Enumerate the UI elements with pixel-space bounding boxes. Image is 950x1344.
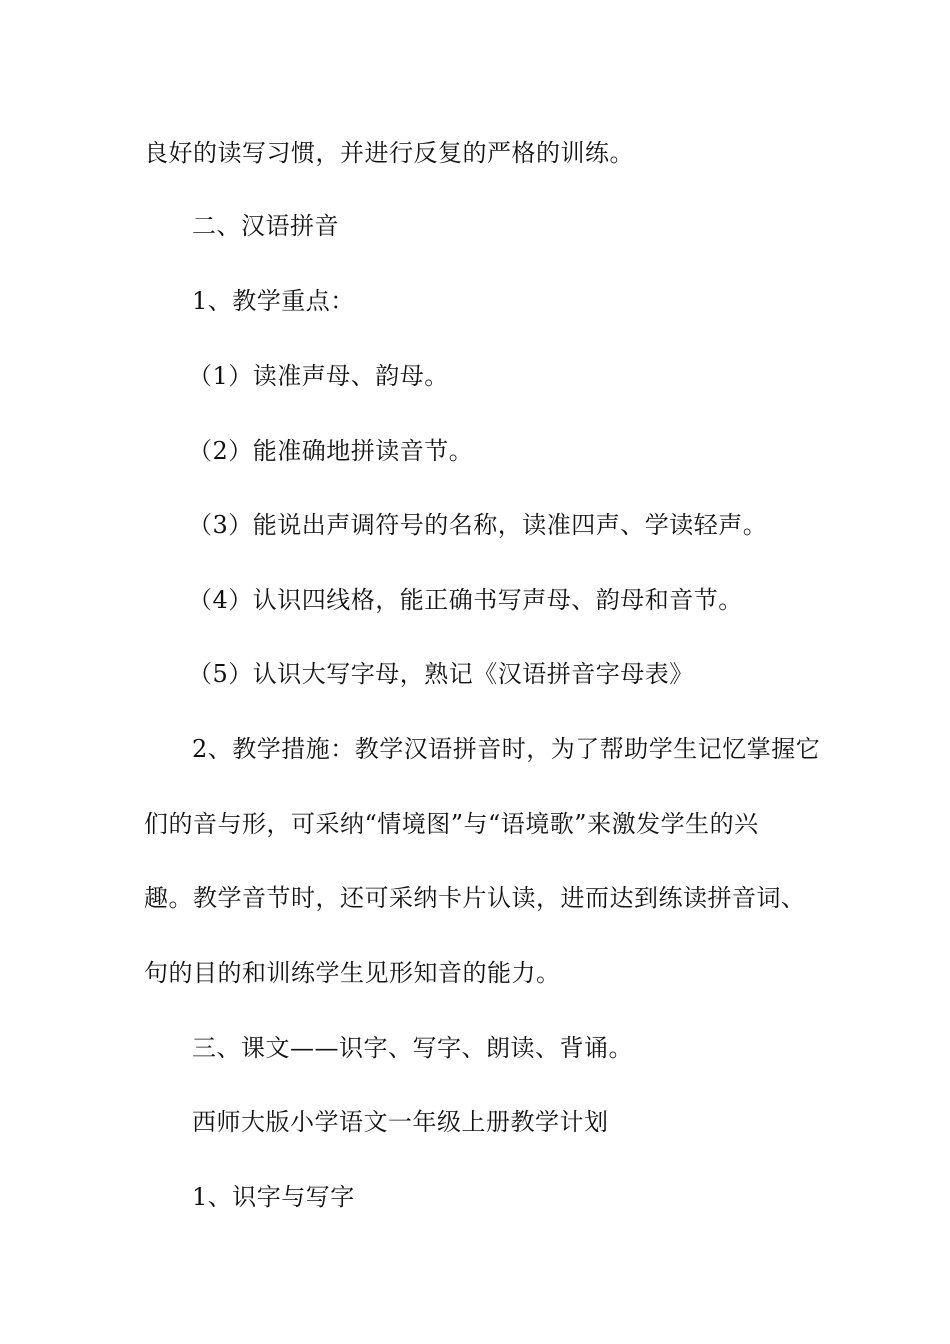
section-heading-texts: 三、课文——识字、写字、朗读、背诵。 bbox=[192, 1034, 633, 1062]
subheading-teaching-focus: 1、教学重点： bbox=[192, 287, 355, 315]
list-item-2: （2）能准确地拼读音节。 bbox=[188, 437, 474, 465]
list-item-5: （5）认识大写字母，熟记《汉语拼音字母表》 bbox=[188, 660, 694, 688]
section-heading-pinyin: 二、汉语拼音 bbox=[192, 212, 339, 240]
plan-title: 西师大版小学语文一年级上册教学计划 bbox=[192, 1108, 609, 1136]
list-item-4: （4）认识四线格，能正确书写声母、韵母和音节。 bbox=[188, 586, 743, 614]
teaching-measures-line-1: 2、教学措施：教学汉语拼音时，为了帮助学生记忆掌握它 bbox=[192, 735, 821, 763]
subheading-literacy-writing: 1、识字与写字 bbox=[192, 1183, 355, 1211]
teaching-measures-line-3: 趣。教学音节时，还可采纳卡片认读，进而达到练读拼音词、 bbox=[144, 884, 806, 912]
list-item-3: （3）能说出声调符号的名称，读准四声、学读轻声。 bbox=[188, 511, 768, 539]
teaching-measures-line-4: 句的目的和训练学生见形知音的能力。 bbox=[144, 959, 561, 987]
list-item-1: （1）读准声母、韵母。 bbox=[188, 362, 449, 390]
body-line-continuation: 良好的读写习惯，并进行反复的严格的训练。 bbox=[144, 139, 634, 167]
teaching-measures-line-2: 们的音与形，可采纳“情境图”与“语境歌”来激发学生的兴 bbox=[144, 810, 759, 838]
